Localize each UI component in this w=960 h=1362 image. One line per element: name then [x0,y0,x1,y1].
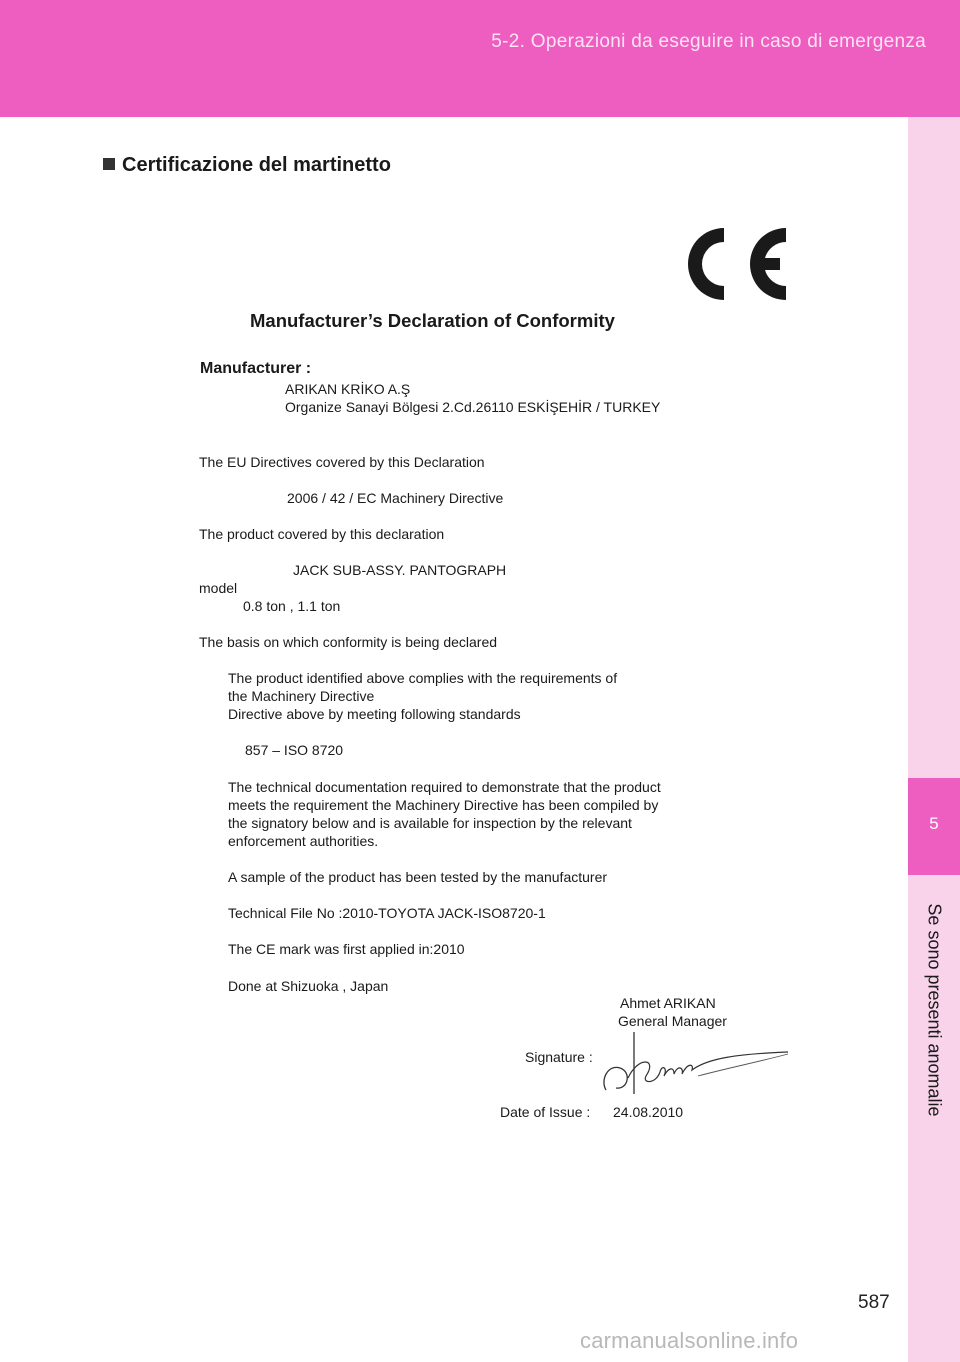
manufacturer-name: ARIKAN KRİKO A.Ş [285,381,411,397]
basis-heading: The basis on which conformity is being declared [199,634,498,650]
directive: 2006 / 42 / EC Machinery Directive [287,490,504,506]
watermark: carmanualsonline.info [580,1328,799,1353]
square-bullet-icon [103,158,115,170]
manufacturer-label: Manufacturer : [200,360,312,377]
directives-heading: The EU Directives covered by this Declaration [199,454,485,470]
section-title-text: Certificazione del martinetto [122,154,391,176]
header-title: 5-2. Operazioni da eseguire in caso di emergenza [491,31,926,52]
model-label: model [199,580,238,596]
documentation-line: enforcement authorities. [228,833,379,849]
basis-line: Directive above by meeting following standards [228,706,521,722]
chapter-tab[interactable] [908,778,960,875]
documentation-line: meets the requirement the Machinery Directive has been compiled by [228,797,659,813]
ce-mark-icon [684,224,788,304]
product-name: JACK SUB-ASSY. PANTOGRAPH [293,562,507,578]
model-values: 0.8 ton , 1.1 ton [243,598,341,614]
sample-statement: A sample of the product has been tested by the manufacturer [228,869,608,885]
chapter-label: Se sono presenti anomalie [924,903,945,1117]
signatory-name: Ahmet ARIKAN [620,995,716,1011]
section-title [103,154,391,177]
chapter-number: 5 [929,814,939,833]
technical-file: Technical File No :2010-TOYOTA JACK-ISO8720-1 [228,905,546,921]
page-number: 587 [858,1292,890,1313]
documentation-line: The technical documentation required to demonstrate that the product [228,779,661,795]
date-label: Date of Issue : [500,1104,591,1120]
done-at: Done at Shizuoka , Japan [228,978,389,994]
basis-line: the Machinery Directive [228,688,375,704]
page-header [0,0,960,117]
manufacturer-address: Organize Sanayi Bölgesi 2.Cd.26110 ESKİŞEHİR / TURKEY [285,399,661,415]
date-value: 24.08.2010 [613,1104,684,1120]
signature-icon [598,1028,794,1098]
signatory-title: General Manager [618,1013,727,1029]
documentation-line: the signatory below and is available for inspection by the relevant [228,815,632,831]
standard: 857 – ISO 8720 [245,742,344,758]
basis-line: The product identified above complies with the requirements of [228,670,618,686]
signature-label: Signature : [525,1049,593,1065]
product-heading: The product covered by this declaration [199,526,445,542]
ce-first-applied: The CE mark was first applied in:2010 [228,941,465,957]
side-tab [908,117,960,1362]
certificate-title: Manufacturer’s Declaration of Conformity [250,310,615,331]
